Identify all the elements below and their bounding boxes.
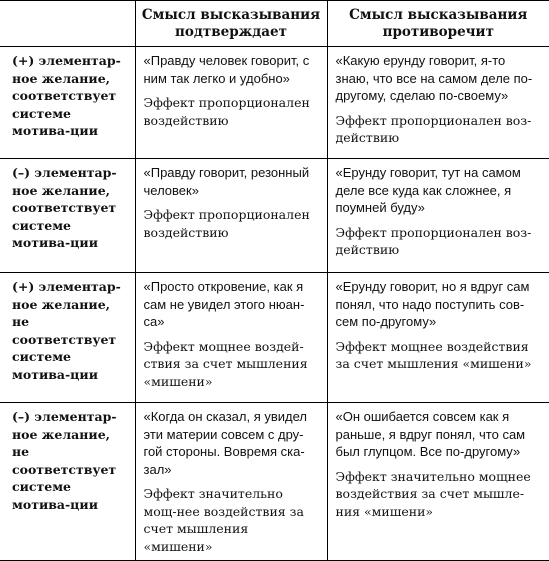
table-row (0, 403, 549, 561)
table-row (0, 273, 549, 403)
confirm-quote: «Просто откровение, как я сам не увидел этого нюан-са» (143, 279, 305, 329)
row-label: (–) элементар-ное желание, не соответствует системе мотива-ции (0, 403, 135, 561)
confirm-cell (135, 403, 327, 561)
confirm-effect: Эффект пропорционален воздействию (143, 95, 310, 128)
contradict-effect: Эффект пропорционален воз-действию (335, 224, 532, 257)
table-row (0, 159, 549, 273)
confirm-effect: Эффект значительно мощ-нее воздействия за счет мышления «мишени» (143, 486, 304, 554)
confirm-quote: «Правду человек говорит, с ним так легко и удобно» (143, 53, 310, 86)
header-contradict: Смысл высказывания противоречит (327, 1, 549, 47)
contradict-effect: Эффект мощнее воздействия за счет мышления «мишени» (335, 338, 532, 371)
contradict-cell (327, 159, 549, 273)
confirm-quote: «Когда он сказал, я увидел эти материи совсем с дру-гой стороны. Вовремя ска-зал» (143, 409, 307, 477)
row-label: (+) элементар-ное желание, соответствует системе мотива-ции (0, 47, 135, 159)
confirm-cell (135, 47, 327, 159)
header-confirm: Смысл высказывания подтверждает (135, 1, 327, 47)
contradict-quote: «Ерунду говорит, но я вдруг сам понял, что надо поступить сов-сем по-другому» (335, 279, 530, 329)
header-empty-cell (0, 1, 135, 47)
contradict-quote: «Он ошибается совсем как я раньше, я вдруг понял, что сам был глупцом. Все по-другому» (335, 409, 526, 459)
contradict-effect: Эффект пропорционален воз-действию (335, 112, 532, 145)
contradict-cell (327, 47, 549, 159)
confirm-cell (135, 159, 327, 273)
confirm-effect: Эффект пропорционален воздействию (143, 207, 310, 240)
contradict-effect: Эффект значительно мощнее воздействия за счет мышле-ния «мишени» (335, 468, 531, 519)
row-label: (+) элементар-ное желание, не соответствует системе мотива-ции (0, 273, 135, 403)
contradict-cell (327, 273, 549, 403)
confirm-effect: Эффект мощнее воздей-ствия за счет мышления «мишени» (143, 338, 308, 389)
confirm-cell (135, 273, 327, 403)
confirm-quote: «Правду говорит, резонный человек» (143, 165, 310, 198)
contradict-quote: «Какую ерунду говорит, я-то знаю, что все на самом деле по-другому, сделаю по-своему» (335, 53, 533, 103)
table-row (0, 47, 549, 159)
contradict-cell (327, 403, 549, 561)
header-row (0, 1, 549, 47)
contradict-quote: «Ерунду говорит, тут на самом деле все куда как сложнее, я поумней буду» (335, 165, 521, 215)
row-label: (–) элементар-ное желание, соответствует системе мотива-ции (0, 159, 135, 273)
